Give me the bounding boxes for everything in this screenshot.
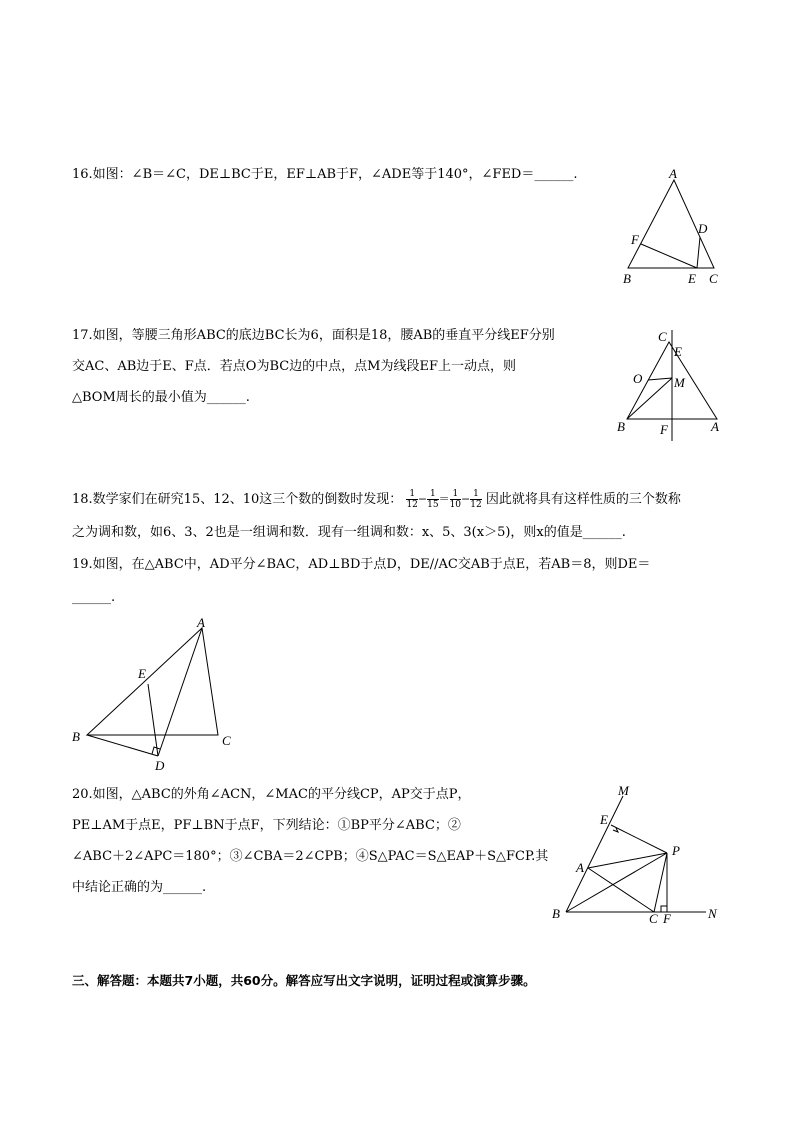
fig17-label-f: F <box>660 422 668 437</box>
q18-text-line2: 之为调和数，如6、3、2也是一组调和数．现有一组调和数：x、5、3(x＞5)，则x的值是______. <box>72 525 626 540</box>
q16-text: 16.如图：∠B＝∠C，DE⊥BC于E，EF⊥AB于F，∠ADE等于140°，∠FED＝______. <box>72 167 578 182</box>
fig20-label-m: M <box>618 783 629 798</box>
fig16-segment-de <box>697 237 700 268</box>
fig17-label-c: C <box>658 329 667 344</box>
q18-fraction-2 <box>427 489 438 510</box>
fig17-label-e: E <box>674 344 682 359</box>
fig19-label-b: B <box>72 729 80 744</box>
fig19-segment-ad <box>158 628 202 756</box>
fig20-label-f: F <box>663 911 671 926</box>
q20-text-line1: 20.如图，△ABC的外角∠ACN，∠MAC的平分线CP，AP交于点P， <box>72 787 471 802</box>
fig16-label-c: C <box>709 271 718 286</box>
fig20-label-c: C <box>649 911 658 926</box>
q18-fraction-3-num: 1 <box>450 489 461 500</box>
q17-text-line1: 17.如图，等腰三角形ABC的底边BC长为6，面积是18，腰AB的垂直平分线EF分别 <box>72 328 555 343</box>
q18-fraction-equation <box>406 489 481 510</box>
fig17-label-o: O <box>633 371 643 386</box>
fig20-label-a: A <box>576 860 584 875</box>
q18-fraction-3-den: 10 <box>449 500 462 510</box>
fig19-label-d: D <box>155 758 165 773</box>
fig16-label-e: E <box>688 271 696 286</box>
q18-op-3: − <box>461 492 471 506</box>
q18-text-line1 <box>72 489 681 510</box>
fig16-triangle-figure <box>612 166 732 291</box>
fig16-label-d: D <box>698 221 708 236</box>
fig19-label-c: C <box>222 733 231 748</box>
fig20-label-n: N <box>708 906 717 921</box>
q18-fraction-4 <box>470 489 481 510</box>
fig17-label-m: M <box>674 375 685 390</box>
q17-text-line2: 交AC、AB边于E、F点．若点O为BC边的中点，点M为线段EF上一动点，则 <box>72 359 517 374</box>
fig20-label-p: P <box>672 843 680 858</box>
q18-line1-suffix: 因此就将具有这样性质的三个数称 <box>485 492 681 507</box>
fig16-label-f: F <box>631 232 639 247</box>
q18-fraction-4-num: 1 <box>470 489 481 500</box>
q18-fraction-1-num: 1 <box>406 489 417 500</box>
fig20-angle-bisector-figure <box>546 780 736 930</box>
q18-fraction-2-den: 15 <box>427 500 439 510</box>
fig16-label-a: A <box>669 166 677 181</box>
q18-fraction-2-num: 1 <box>427 489 438 500</box>
fig17-label-a: A <box>711 419 719 434</box>
q20-text-line4: 中结论正确的为______. <box>72 880 207 895</box>
q18-line1-prefix: 18.数学家们在研究15、12、10这三个数的倒数时发现： <box>72 492 403 507</box>
fig19-triangle-figure <box>66 614 246 774</box>
fig20-label-b: B <box>552 906 560 921</box>
fig20-label-e: E <box>600 812 608 827</box>
section-3-heading: 三、解答题：本题共7小题，共60分。解答应写出文字说明，证明过程或演算步骤。 <box>72 973 536 988</box>
fig16-segment-fe <box>641 244 697 268</box>
q18-fraction-1-den: 12 <box>406 500 418 510</box>
fig19-segment-bd <box>87 735 158 756</box>
fig20-segment-pe <box>611 825 667 853</box>
fig19-label-e: E <box>138 666 146 681</box>
fig20-ray-bm <box>566 796 623 912</box>
fig17-label-b: B <box>617 419 625 434</box>
fig16-label-b: B <box>623 271 631 286</box>
fig17-triangle-figure <box>612 326 732 446</box>
q19-text-line1: 19.如图，在△ABC中，AD平分∠BAC，AD⊥BD于点D，DE//AC交AB于点E，若AB＝8，则DE＝ <box>72 557 651 572</box>
q20-text-line2: PE⊥AM于点E，PF⊥BN于点F，下列结论：①BP平分∠ABC；② <box>72 818 461 833</box>
q18-fraction-4-den: 12 <box>470 500 482 510</box>
q18-fraction-1 <box>406 489 417 510</box>
q18-op-2: ＝ <box>438 492 450 506</box>
fig19-label-a: A <box>197 615 205 630</box>
fig20-segment-ac <box>588 868 654 912</box>
q18-op-1: − <box>417 492 428 506</box>
q18-fraction-3 <box>450 489 461 510</box>
fig17-segment-om <box>648 378 672 380</box>
fig20-segment-cp <box>654 853 667 912</box>
q17-text-line3: △BOM周长的最小值为______. <box>72 390 250 405</box>
fig19-segment-de <box>148 684 158 756</box>
q20-text-line3: ∠ABC＋2∠APC＝180°；③∠CBA＝2∠CPB；④S△PAC＝S△EAP＋S△FCP.其 <box>72 849 549 864</box>
q19-text-line2: ______. <box>72 590 116 605</box>
